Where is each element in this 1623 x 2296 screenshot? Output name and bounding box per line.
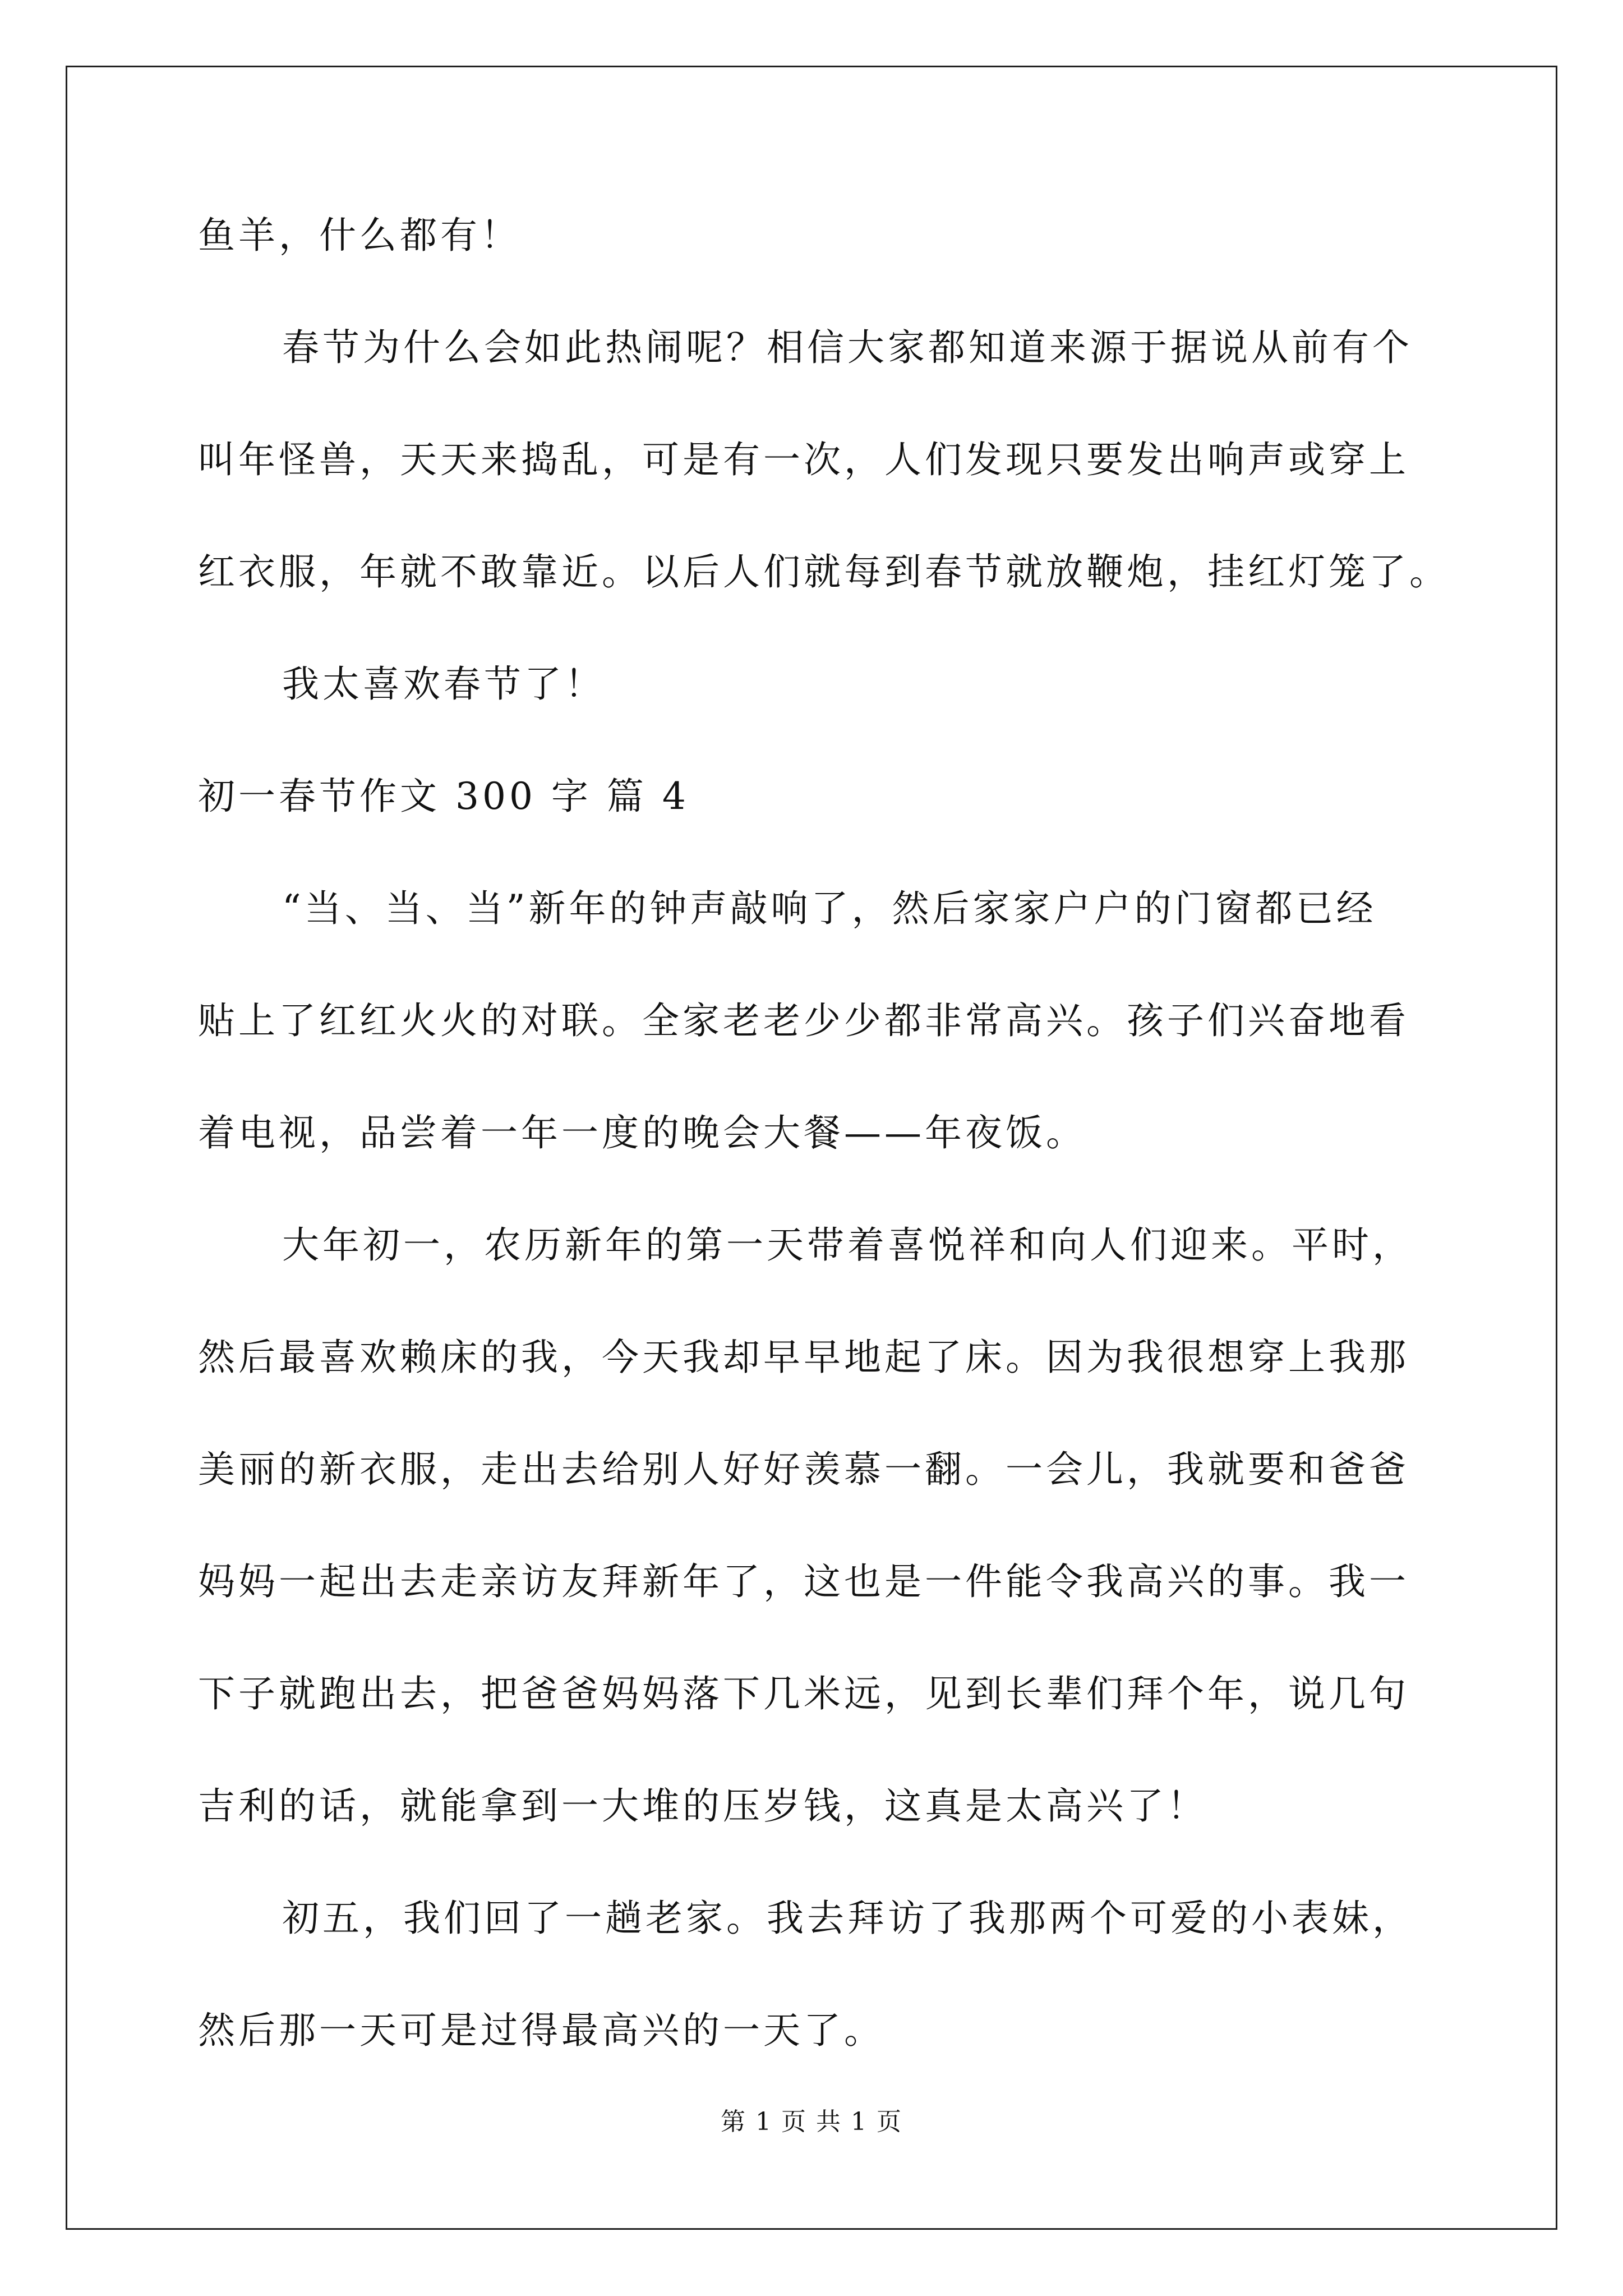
paragraph-line: 美丽的新衣服，走出去给别人好好羡慕一翻。一会儿，我就要和爸爸 xyxy=(198,1448,1409,1491)
paragraph-line: 贴上了红红火火的对联。全家老老少少都非常高兴。孩子们兴奋地看 xyxy=(198,999,1409,1042)
paragraph-line: 妈妈一起出去走亲访友拜新年了，这也是一件能令我高兴的事。我一 xyxy=(198,1560,1409,1603)
paragraph-line: 吉利的话，就能拿到一大堆的压岁钱，这真是太高兴了！ xyxy=(198,1784,1207,1828)
paragraph-line: 大年初一，农历新年的第一天带着喜悦祥和向人们迎来。平时， xyxy=(282,1223,1413,1267)
paragraph-line: 我太喜欢春节了！ xyxy=(282,662,605,706)
paragraph-line: 然后那一天可是过得最高兴的一天了。 xyxy=(198,2009,884,2052)
paragraph-line: 着电视，品尝着一年一度的晚会大餐——年夜饭。 xyxy=(198,1111,1086,1154)
paragraph-line: 鱼羊，什么都有！ xyxy=(198,214,521,257)
paragraph-line: 春节为什么会如此热闹呢？相信大家都知道来源于据说从前有个 xyxy=(282,326,1413,369)
paragraph-line: 下子就跑出去，把爸爸妈妈落下几米远，见到长辈们拜个年，说几句 xyxy=(198,1672,1409,1715)
section-heading: 初一春节作文 300 字 篇 4 xyxy=(198,775,689,818)
paragraph-line: “当、当、当”新年的钟声敲响了，然后家家户户的门窗都已经 xyxy=(282,887,1377,930)
page-number-footer: 第 1 页 共 1 页 xyxy=(721,2108,902,2136)
paragraph-line: 初五，我们回了一趟老家。我去拜访了我那两个可爱的小表妹， xyxy=(282,1897,1413,1940)
paragraph-line: 然后最喜欢赖床的我，今天我却早早地起了床。因为我很想穿上我那 xyxy=(198,1336,1409,1379)
paragraph-line: 叫年怪兽，天天来捣乱，可是有一次，人们发现只要发出响声或穿上 xyxy=(198,438,1409,481)
paragraph-line: 红衣服，年就不敢靠近。以后人们就每到春节就放鞭炮，挂红灯笼了。 xyxy=(198,550,1450,593)
